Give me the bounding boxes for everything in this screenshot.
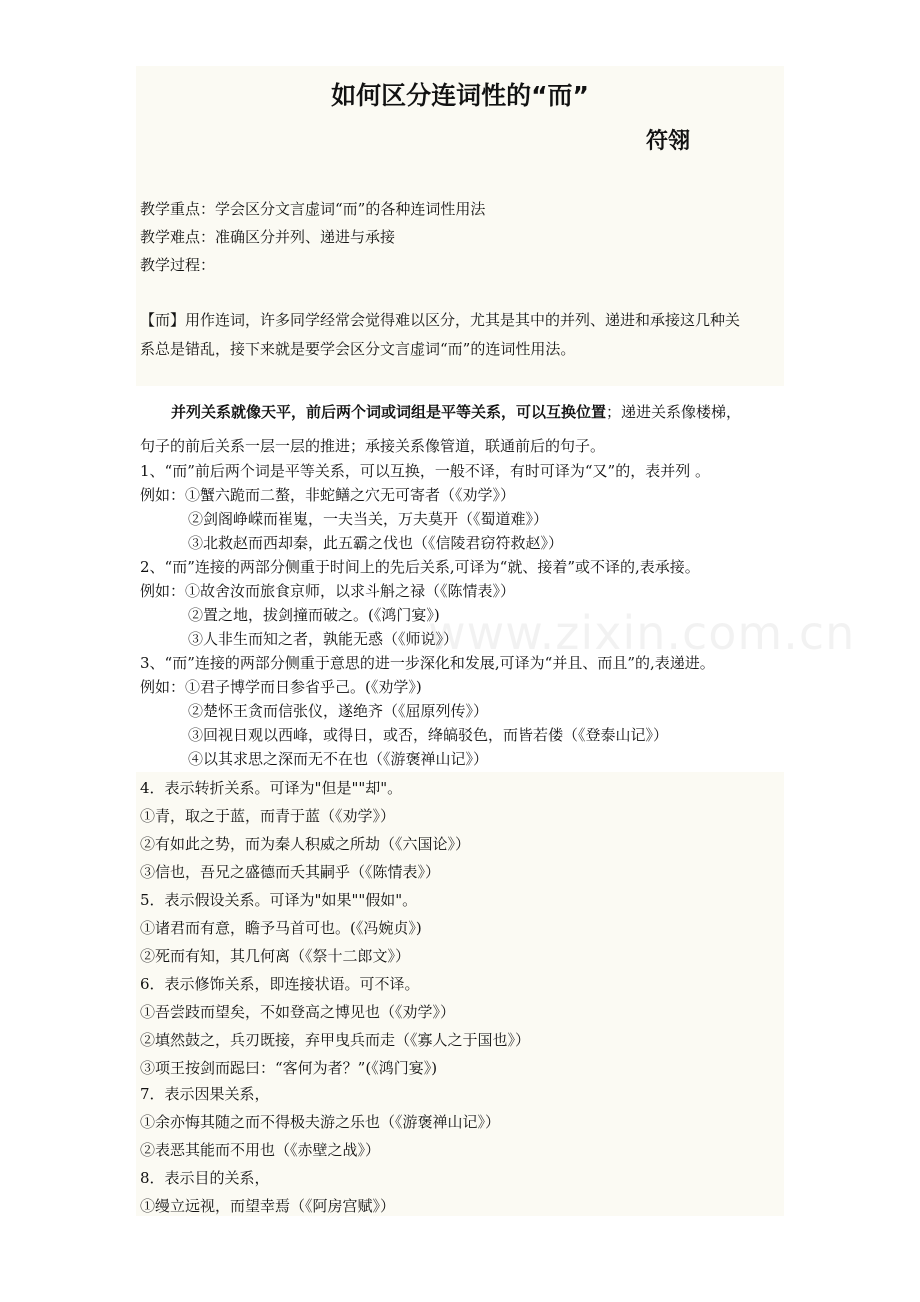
watermark: www.zixin.com.cn: [428, 606, 856, 660]
difficulty: 教学难点：准确区分并列、递进与承接: [140, 228, 396, 246]
section-5-example: ①诸君而有意，瞻予马首可也。(《冯婉贞》): [140, 919, 422, 937]
section-3-heading: 3、“而”连接的两部分侧重于意思的进一步深化和发展,可译为“并且、而且”的,表递进。: [140, 654, 715, 672]
section-5-heading: 5．表示假设关系。可译为"如果""假如"。: [140, 891, 418, 909]
section-7-example: ①余亦悔其随之而不得极夫游之乐也（《游褒禅山记》）: [140, 1113, 501, 1131]
section-4-example: ②有如此之势，而为秦人积威之所劫（《六国论》）: [140, 835, 471, 853]
author: 符翎: [646, 129, 691, 154]
section-2-heading: 2、“而”连接的两部分侧重于时间上的先后关系,可译为“就、接着”或不译的,表承接。: [140, 558, 700, 576]
section-1-example: 例如：①蟹六跪而二螯，非蛇鳝之穴无可寄者（《劝学》）: [140, 486, 516, 504]
section-6-example: ③项王按剑而跽曰：“客何为者？”(《鸿门宴》): [140, 1059, 438, 1077]
analogy-line-1: [171, 402, 741, 422]
section-3-example: 例如：①君子博学而日参省乎己。(《劝学》): [140, 678, 422, 696]
section-1-heading: 1、“而”前后两个词是平等关系，可以互换，一般不译，有时可译为“又”的，表并列 。: [140, 462, 710, 480]
key-point: 教学重点：学会区分文言虚词“而”的各种连词性用法: [140, 200, 486, 218]
section-6-example: ①吾尝跂而望矣，不如登高之博见也（《劝学》）: [140, 1003, 456, 1021]
section-2-example: ③人非生而知之者，孰能无惑（《师说》）: [188, 630, 459, 648]
page-title: 如何区分连词性的“而”: [331, 81, 589, 110]
section-5-example: ②死而有知，其几何离（《祭十二郎文》）: [140, 947, 411, 965]
section-1-example: ②剑阁峥嵘而崔嵬，一夫当关，万夫莫开（《蜀道难》）: [188, 510, 549, 528]
section-3-example: ③回视日观以西峰，或得日，或否，绛皜驳色，而皆若偻（《登泰山记》）: [188, 726, 669, 744]
section-2-example: 例如：①故舍汝而旅食京师，以求斗斛之禄（《陈情表》）: [140, 582, 516, 600]
section-1-example: ③北救赵而西却秦，此五霸之伐也（《信陵君窃符救赵》）: [188, 534, 564, 552]
section-7-example: ②表恶其能而不用也（《赤壁之战》）: [140, 1141, 381, 1159]
section-8-example: ①缦立远视，而望幸焉（《阿房宫赋》）: [140, 1197, 396, 1215]
section-4-example: ③信也，吾兄之盛德而夭其嗣乎（《陈情表》）: [140, 863, 441, 881]
section-3-example: ②楚怀王贪而信张仪，遂绝齐（《屈原列传》）: [188, 702, 489, 720]
intro-line-1: 【而】用作连词，许多同学经常会觉得难以区分，尤其是其中的并列、递进和承接这几种关: [140, 311, 741, 329]
section-8-heading: 8．表示目的关系，: [140, 1169, 270, 1187]
analogy-bold: 并列关系就像天平，前后两个词或词组是平等关系，可以互换位置: [171, 403, 607, 421]
section-6-example: ②填然鼓之，兵刃既接，弃甲曳兵而走（《寡人之于国也》）: [140, 1031, 531, 1049]
analogy-line-2: 句子的前后关系一层一层的推进；承接关系像管道，联通前后的句子。: [140, 437, 606, 455]
section-3-example: ④以其求思之深而无不在也（《游褒禅山记》）: [188, 750, 489, 768]
intro-line-2: 系总是错乱，接下来就是要学会区分文言虚词“而”的连词性用法。: [140, 340, 576, 358]
section-4-heading: 4．表示转折关系。可译为"但是""却"。: [140, 779, 403, 797]
analogy-rest: ；递进关系像楼梯，: [606, 403, 742, 421]
section-4-example: ①青，取之于蓝，而青于蓝（《劝学》）: [140, 807, 396, 825]
process-label: 教学过程：: [140, 256, 216, 274]
section-2-example: ②置之地，拔剑撞而破之。(《鸿门宴》): [188, 606, 440, 624]
section-7-heading: 7．表示因果关系，: [140, 1085, 270, 1103]
section-6-heading: 6．表示修饰关系，即连接状语。可不译。: [140, 975, 420, 993]
